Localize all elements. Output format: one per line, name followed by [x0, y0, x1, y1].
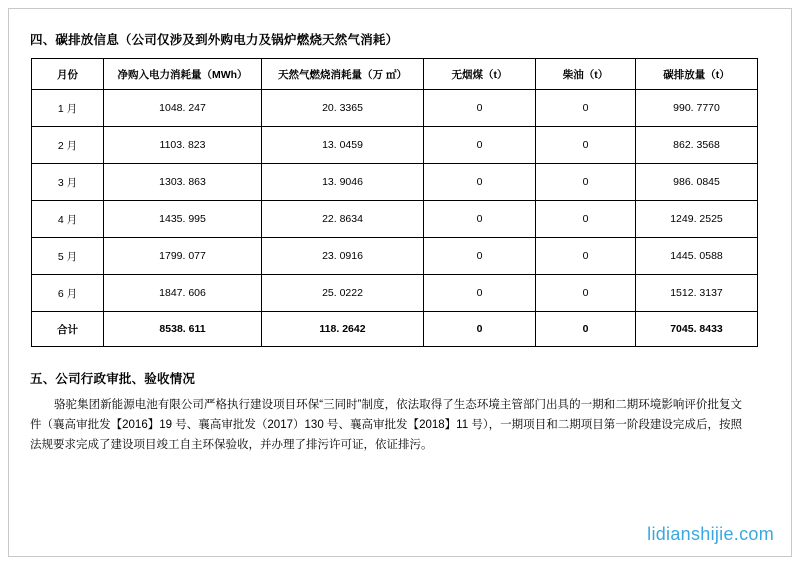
cell-month: 4 月 [32, 201, 104, 238]
cell-diesel: 0 [536, 238, 636, 275]
cell-anthracite: 0 [424, 90, 536, 127]
cell-diesel: 0 [536, 201, 636, 238]
cell-month: 1 月 [32, 90, 104, 127]
cell-carbon-emissions: 862. 3568 [636, 127, 758, 164]
cell-total-carbon-emissions: 7045. 8433 [636, 312, 758, 347]
cell-carbon-emissions: 1249. 2525 [636, 201, 758, 238]
cell-diesel: 0 [536, 127, 636, 164]
cell-diesel: 0 [536, 275, 636, 312]
table-row [32, 275, 758, 312]
cell-electricity: 1799. 077 [104, 238, 262, 275]
approval-paragraph-text: 骆驼集团新能源电池有限公司严格执行建设项目环保“三同时”制度，依法取得了生态环境主管部门出具的一期和二期环境影响评价批复文件（襄高审批发【2016】19 号、襄高审批发（2017）130 号、襄高审批发【2018】11 号），一期项目和二期项目第一阶段建设完成后，按照法规要求完成了建设项目竣工自主环保验收，并办理了排污许可证，依证排污。 [30, 399, 742, 452]
cell-electricity: 1048. 247 [104, 90, 262, 127]
document-content [30, 30, 770, 455]
column-header-natural-gas: 天然气燃烧消耗量（万 ㎡） [262, 59, 424, 90]
cell-total-natural-gas: 118. 2642 [262, 312, 424, 347]
table-header-row [32, 59, 758, 90]
cell-diesel: 0 [536, 90, 636, 127]
cell-month: 3 月 [32, 164, 104, 201]
cell-anthracite: 0 [424, 275, 536, 312]
table-row [32, 90, 758, 127]
cell-electricity: 1847. 606 [104, 275, 262, 312]
approval-paragraph [30, 395, 742, 455]
cell-anthracite: 0 [424, 127, 536, 164]
cell-month: 6 月 [32, 275, 104, 312]
cell-natural-gas: 13. 0459 [262, 127, 424, 164]
table-row [32, 164, 758, 201]
section-heading-carbon: 四、碳排放信息（公司仅涉及到外购电力及锅炉燃烧天然气消耗） [30, 33, 399, 47]
section-heading-approval: 五、公司行政审批、验收情况 [30, 372, 196, 386]
cell-natural-gas: 13. 9046 [262, 164, 424, 201]
cell-anthracite: 0 [424, 164, 536, 201]
cell-natural-gas: 20. 3365 [262, 90, 424, 127]
cell-month: 5 月 [32, 238, 104, 275]
cell-anthracite: 0 [424, 201, 536, 238]
cell-carbon-emissions: 1445. 0588 [636, 238, 758, 275]
column-header-month: 月份 [32, 59, 104, 90]
cell-electricity: 1303. 863 [104, 164, 262, 201]
column-header-carbon-emissions: 碳排放量（t） [636, 59, 758, 90]
table-body [32, 90, 758, 347]
cell-carbon-emissions: 986. 0845 [636, 164, 758, 201]
cell-total-anthracite: 0 [424, 312, 536, 347]
cell-natural-gas: 23. 0916 [262, 238, 424, 275]
table-row [32, 127, 758, 164]
table-row [32, 238, 758, 275]
column-header-diesel: 柴油（t） [536, 59, 636, 90]
cell-total-diesel: 0 [536, 312, 636, 347]
table-header [32, 59, 758, 90]
cell-total-electricity: 8538. 611 [104, 312, 262, 347]
watermark: lidianshijie.com [647, 524, 774, 544]
column-header-electricity: 净购入电力消耗量（MWh） [104, 59, 262, 90]
cell-natural-gas: 22. 8634 [262, 201, 424, 238]
cell-carbon-emissions: 990. 7770 [636, 90, 758, 127]
column-header-anthracite: 无烟煤（t） [424, 59, 536, 90]
table-row-total [32, 312, 758, 347]
carbon-emissions-table [31, 58, 758, 347]
cell-electricity: 1435. 995 [104, 201, 262, 238]
cell-electricity: 1103. 823 [104, 127, 262, 164]
cell-anthracite: 0 [424, 238, 536, 275]
cell-carbon-emissions: 1512. 3137 [636, 275, 758, 312]
cell-diesel: 0 [536, 164, 636, 201]
cell-total-label: 合计 [32, 312, 104, 347]
cell-month: 2 月 [32, 127, 104, 164]
table-row [32, 201, 758, 238]
cell-natural-gas: 25. 0222 [262, 275, 424, 312]
